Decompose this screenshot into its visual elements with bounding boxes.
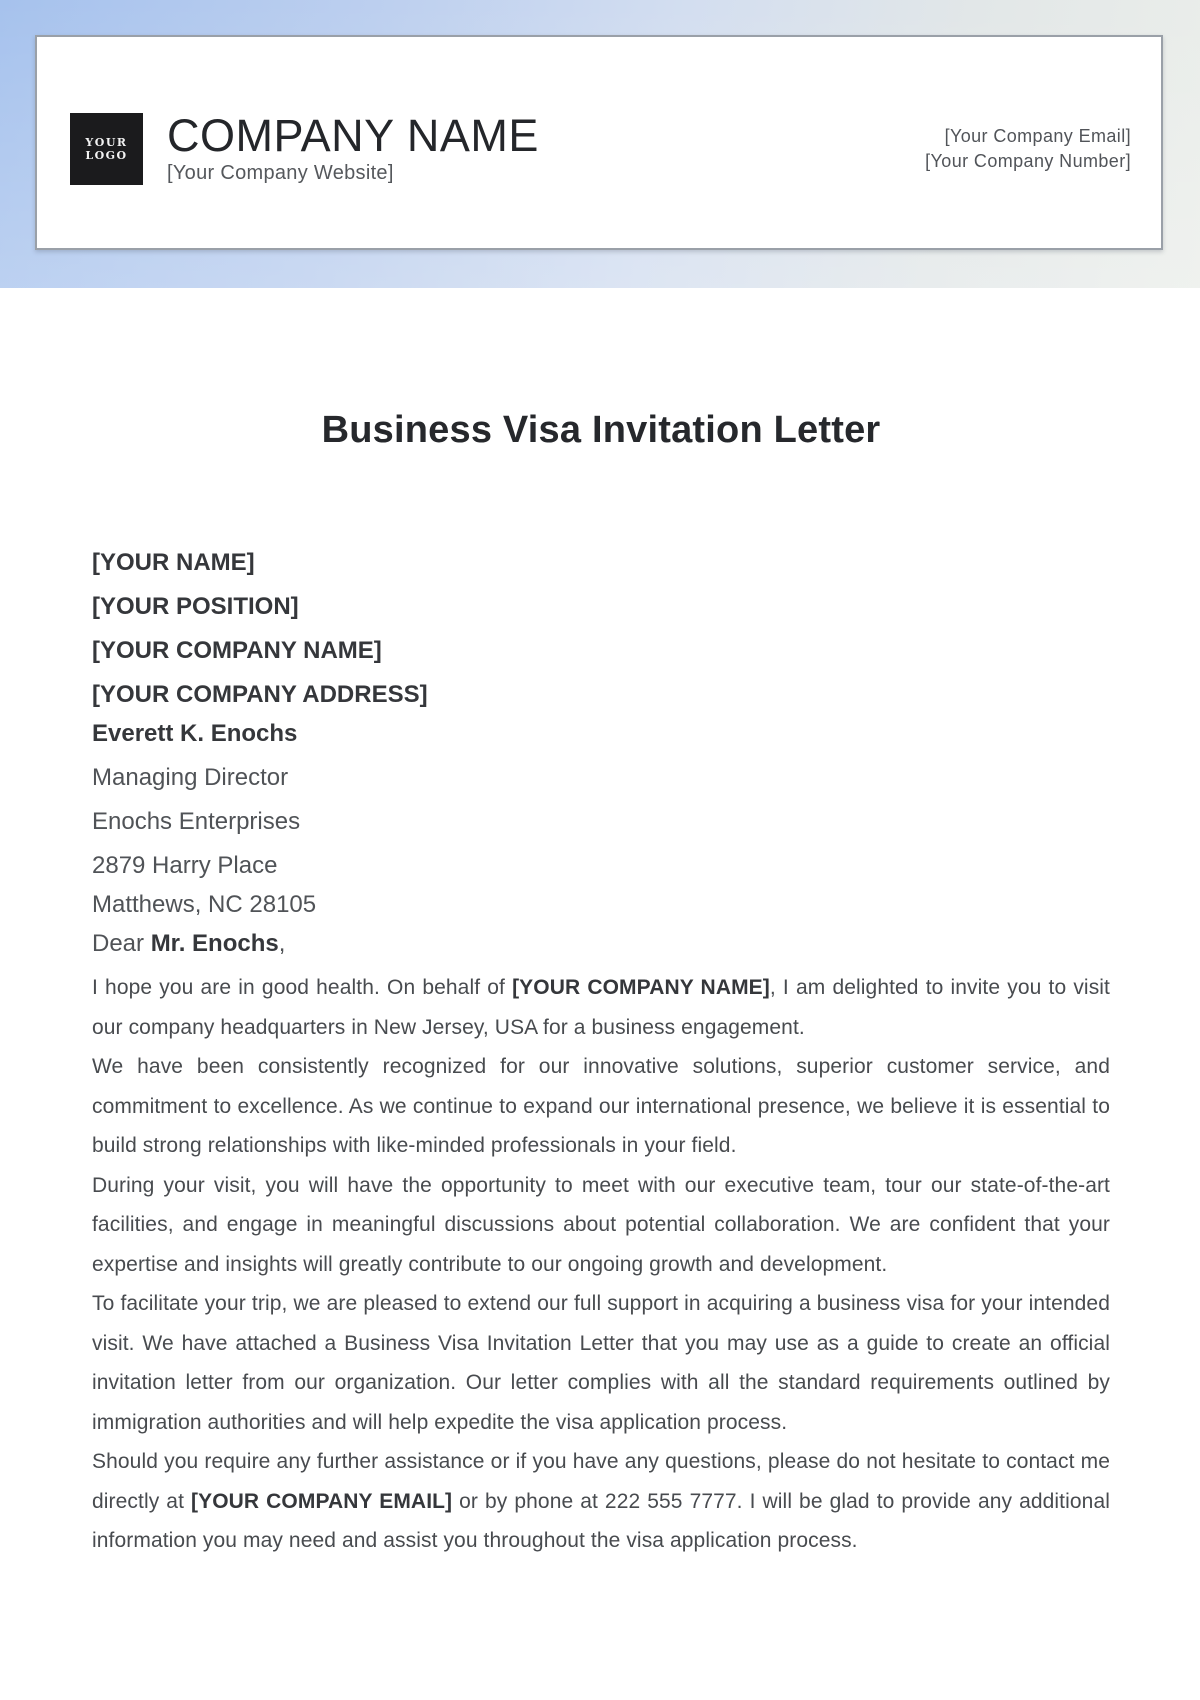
letter-paragraph: To facilitate your trip, we are pleased to extend our full support in acquiring a business visa for your intended visit. We have attached a Business Visa Invitation Letter that you may use as a guide to create an official invitation letter from our organization. Our letter complies with all the standard requirements outlined by immigration authorities and will help expedite the visa application process. [92, 1292, 1110, 1434]
recipient-block [92, 548, 1110, 959]
logo-text-line1: YOUR [85, 135, 128, 149]
letter-paragraph: Should you require any further assistance or if you have any questions, please do not hesitate to contact me directly at [YOUR COMPANY EMAIL] or by phone at 222 555 7777. I will be glad to provide any additional information you may need and assist you throughout the visa application process. [92, 1450, 1110, 1552]
company-email-placeholder: [Your Company Email] [944, 125, 1131, 146]
company-contact-block [925, 124, 1131, 174]
recipient-line-your-company-name: [YOUR COMPANY NAME] [92, 637, 382, 664]
company-logo [70, 113, 143, 185]
logo-text-line2: LOGO [85, 148, 128, 162]
company-header-card [35, 35, 1163, 250]
recipient-line-city: Matthews, NC 28105 [92, 891, 317, 918]
header-gradient-band [0, 0, 1200, 288]
letter-document [0, 288, 1200, 1561]
letter-paragraph: During your visit, you will have the opportunity to meet with our executive team, tour our state-of-the-art facilities, and engage in meaningful discussions about potential collaboration. We are confident that your expertise and insights will greatly contribute to our ongoing growth and development. [92, 1173, 1110, 1276]
salutation-line: Dear Mr. Enochs, [92, 930, 286, 957]
recipient-line-name: Everett K. Enochs [92, 720, 298, 747]
letter-paragraph: I hope you are in good health. On behalf of [YOUR COMPANY NAME], I am delighted to invite you to visit our company headquarters in New Jersey, USA for a business engagement. [92, 976, 1110, 1039]
company-identity [70, 109, 539, 185]
company-number-placeholder: [Your Company Number] [925, 150, 1131, 171]
letter-paragraph: We have been consistently recognized for our innovative solutions, superior customer service, and commitment to excellence. As we continue to expand our international presence, we believe it is essential to build strong relationships with like-minded professionals in your field. [92, 1055, 1110, 1157]
letter-title: Business Visa Invitation Letter [321, 409, 881, 451]
company-website-placeholder: [Your Company Website] [167, 161, 394, 184]
company-name: COMPANY NAME [167, 109, 539, 161]
company-name-block [167, 109, 539, 185]
letter-body [92, 968, 1110, 1561]
recipient-line-your-company-address: [YOUR COMPANY ADDRESS] [92, 681, 428, 708]
recipient-line-position: Managing Director [92, 764, 289, 791]
recipient-line-your-name: [YOUR NAME] [92, 549, 255, 576]
recipient-line-your-position: [YOUR POSITION] [92, 593, 299, 620]
recipient-line-street: 2879 Harry Place [92, 852, 278, 879]
recipient-line-company: Enochs Enterprises [92, 808, 301, 835]
